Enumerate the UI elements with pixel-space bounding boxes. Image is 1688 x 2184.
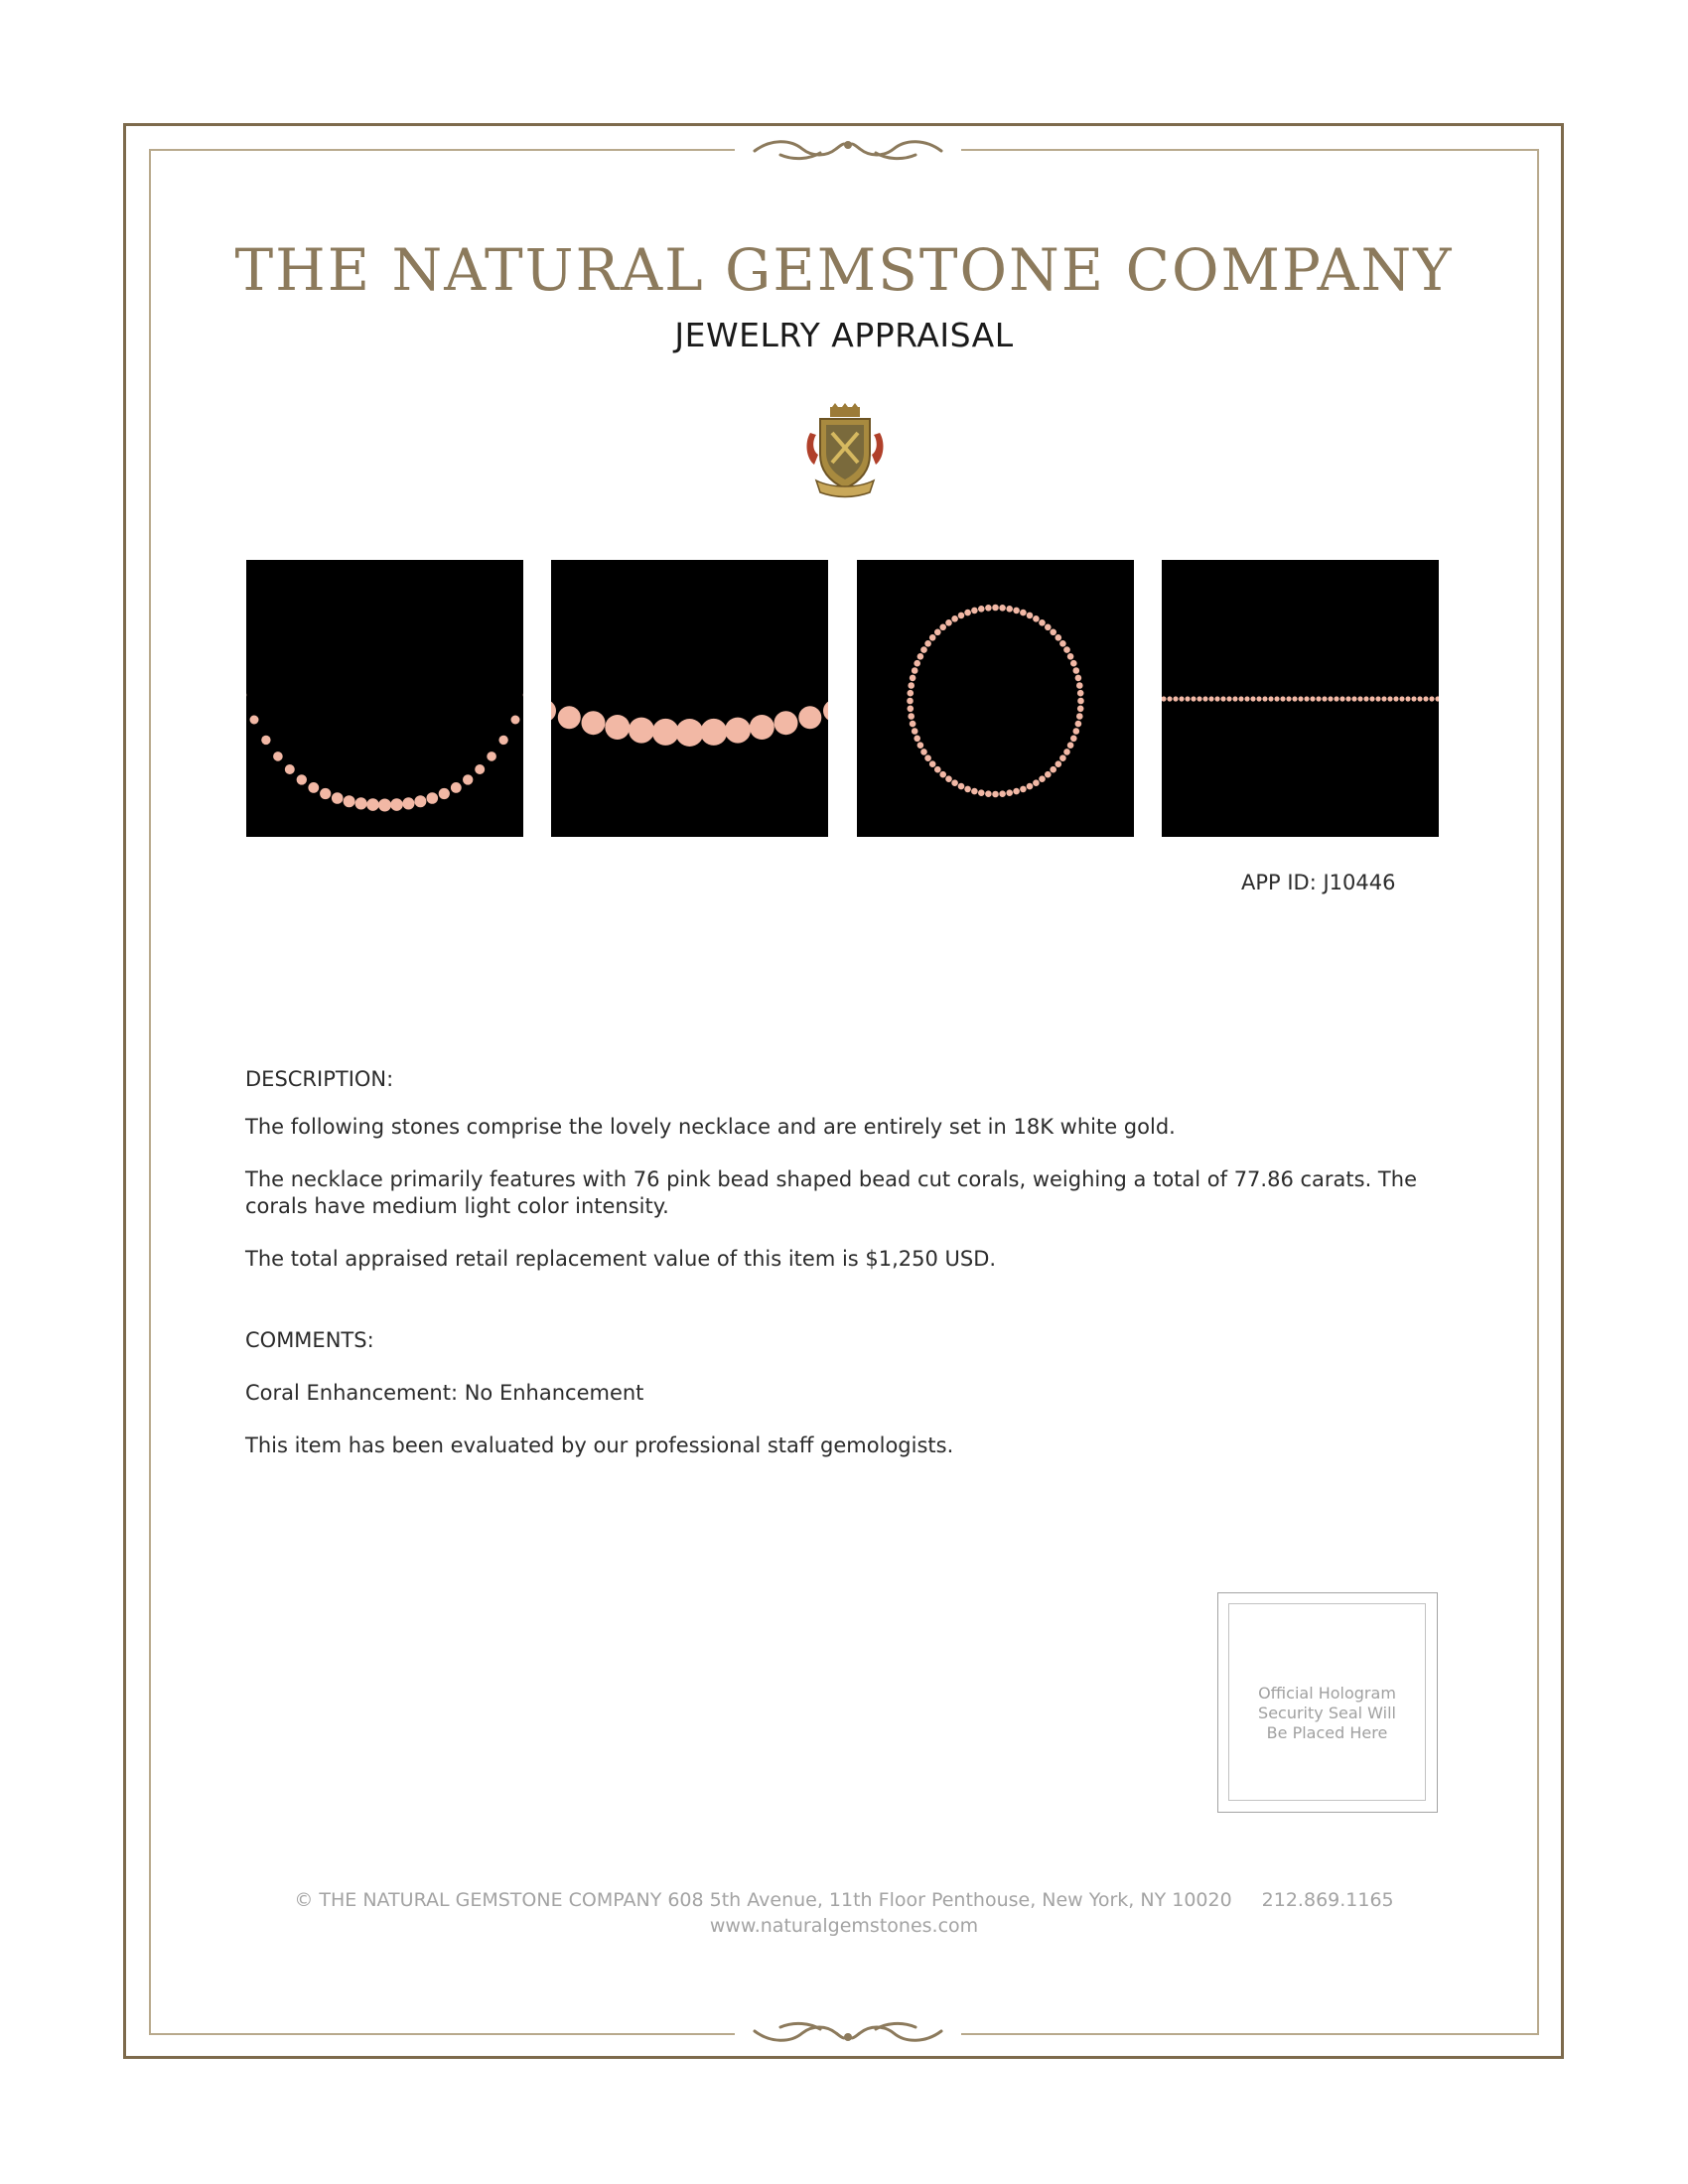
coral-bead xyxy=(1310,696,1315,701)
coral-bead xyxy=(1244,696,1249,701)
coral-bead xyxy=(652,719,679,746)
coral-bead xyxy=(971,608,978,614)
coral-bead xyxy=(920,646,927,653)
coral-bead xyxy=(945,619,952,626)
coral-bead xyxy=(1250,696,1255,701)
evaluation-comment: This item has been evaluated by our professional staff gemologists. xyxy=(245,1433,954,1457)
coral-bead xyxy=(1417,696,1422,701)
coral-bead xyxy=(1357,696,1362,701)
appraisal-id: APP ID: J10446 xyxy=(1241,871,1396,894)
coral-bead xyxy=(978,606,985,613)
coral-bead xyxy=(498,736,507,745)
coral-bead xyxy=(1316,696,1321,701)
necklace-photo-2 xyxy=(551,560,828,837)
coral-bead xyxy=(934,766,941,773)
coral-bead xyxy=(1274,696,1279,701)
necklace-photo-1 xyxy=(246,560,523,837)
coral-bead xyxy=(285,764,295,774)
seal-text-line: Official Hologram xyxy=(1258,1684,1396,1703)
coral-bead xyxy=(914,660,920,667)
coral-bead xyxy=(390,798,403,811)
coral-bead xyxy=(1020,786,1027,793)
coral-bead xyxy=(308,782,319,793)
seal-text-line: Be Placed Here xyxy=(1266,1723,1388,1742)
coral-bead xyxy=(1334,696,1338,701)
description-paragraph: The following stones comprise the lovely necklace and are entirely set in 18K white gold. xyxy=(245,1115,1176,1139)
coral-bead xyxy=(1075,675,1082,682)
coral-bead xyxy=(1262,696,1267,701)
coral-bead xyxy=(1208,696,1213,701)
coral-bead xyxy=(929,634,936,641)
coral-bead xyxy=(929,760,936,767)
coral-bead xyxy=(1226,696,1231,701)
hologram-seal-inner-border xyxy=(1228,1603,1426,1801)
coral-bead xyxy=(999,790,1006,797)
coral-bead xyxy=(1070,660,1077,667)
coral-bead xyxy=(1411,696,1416,701)
coral-bead xyxy=(1013,608,1020,614)
coral-bead xyxy=(964,610,971,616)
coral-bead xyxy=(1027,783,1034,790)
coral-bead xyxy=(1280,696,1285,701)
coral-bead xyxy=(1070,736,1077,743)
coral-bead xyxy=(1298,696,1303,701)
coral-bead xyxy=(1429,696,1434,701)
necklace-photo-4 xyxy=(1162,560,1439,837)
coral-bead xyxy=(1059,754,1066,761)
coral-bead xyxy=(1405,696,1410,701)
coral-bead xyxy=(1399,696,1404,701)
coral-bead xyxy=(999,605,1006,612)
coral-bead xyxy=(992,605,999,612)
coral-bead xyxy=(1435,696,1439,701)
coral-bead xyxy=(917,653,924,660)
coral-bead xyxy=(908,706,914,713)
coral-bead xyxy=(1167,696,1172,701)
coral-bead xyxy=(1045,771,1052,778)
coral-bead xyxy=(414,795,426,807)
coral-bead xyxy=(1033,779,1040,786)
coral-bead xyxy=(1077,698,1084,705)
hologram-seal-placeholder xyxy=(1217,1592,1438,1813)
document-type-heading: JEWELRY APPRAISAL xyxy=(674,316,1014,354)
coral-bead xyxy=(1322,696,1327,701)
coral-bead xyxy=(1075,721,1082,728)
coral-bead xyxy=(917,742,924,749)
coral-bead xyxy=(1077,706,1084,713)
hologram-seal-text xyxy=(1229,1684,1425,1743)
coral-bead xyxy=(344,795,355,807)
coral-bead xyxy=(1013,788,1020,795)
coral-bead xyxy=(1067,653,1074,660)
coral-bead xyxy=(1162,696,1167,701)
company-title: THE NATURAL GEMSTONE COMPANY xyxy=(234,236,1454,304)
coral-bead xyxy=(1050,766,1056,773)
coral-bead xyxy=(798,706,821,729)
coral-bead xyxy=(320,788,331,799)
coral-bead xyxy=(1286,696,1291,701)
coral-bead xyxy=(924,754,931,761)
coral-bead xyxy=(1020,610,1027,616)
coral-bead xyxy=(1369,696,1374,701)
coral-bead xyxy=(958,783,965,790)
coral-bead xyxy=(1033,615,1040,622)
coral-bead xyxy=(1179,696,1184,701)
coral-bead xyxy=(823,700,828,722)
coral-bead xyxy=(1214,696,1219,701)
coral-bead xyxy=(910,721,916,728)
coral-bead xyxy=(475,764,485,774)
coral-bead xyxy=(427,792,439,804)
coral-bead xyxy=(912,728,918,735)
coral-bead xyxy=(774,711,798,735)
coral-bead xyxy=(951,779,958,786)
coral-bead xyxy=(1304,696,1309,701)
coral-bead xyxy=(1027,613,1034,619)
coral-bead xyxy=(1381,696,1386,701)
seal-text-line: Security Seal Will xyxy=(1258,1704,1396,1722)
coral-bead xyxy=(1256,696,1261,701)
coral-bead xyxy=(1073,728,1080,735)
coral-bead xyxy=(1387,696,1392,701)
coral-bead xyxy=(964,786,971,793)
enhancement-comment: Coral Enhancement: No Enhancement xyxy=(245,1381,644,1405)
necklace-photo-3 xyxy=(857,560,1134,837)
coral-bead xyxy=(1238,696,1243,701)
coral-bead xyxy=(1055,760,1062,767)
appraised-value-paragraph: The total appraised retail replacement value of this item is $1,250 USD. xyxy=(245,1247,997,1271)
coral-bead xyxy=(1039,775,1046,782)
coral-bead xyxy=(1268,696,1273,701)
coral-bead xyxy=(1039,619,1046,626)
coral-bead xyxy=(1076,713,1083,720)
coral-bead xyxy=(605,715,630,740)
coral-bead xyxy=(1063,749,1070,755)
coral-bead xyxy=(366,798,379,811)
coral-bead xyxy=(914,736,920,743)
coral-bead xyxy=(463,774,473,784)
description-heading: DESCRIPTION: xyxy=(245,1067,394,1091)
coral-bead xyxy=(355,797,367,809)
coral-bead xyxy=(1173,696,1178,701)
coral-bead xyxy=(1345,696,1350,701)
coral-bead xyxy=(261,736,270,745)
ornament-flourish-top-icon xyxy=(751,135,945,163)
coral-bead xyxy=(985,605,992,612)
coral-bead xyxy=(939,624,946,631)
coral-bead xyxy=(273,751,283,761)
coral-bead xyxy=(1073,667,1080,674)
coral-bead xyxy=(1185,696,1190,701)
coral-bead xyxy=(629,718,654,744)
coral-bead xyxy=(939,771,946,778)
coral-bead xyxy=(1292,696,1297,701)
footer-address: © THE NATURAL GEMSTONE COMPANY 608 5th Avenue, 11th Floor Penthouse, New York, NY 10020 xyxy=(294,1889,1232,1911)
coral-bead xyxy=(1423,696,1428,701)
coral-bead xyxy=(992,791,999,798)
coral-bead xyxy=(1328,696,1333,701)
coral-bead xyxy=(1202,696,1207,701)
coral-bead xyxy=(250,716,259,725)
coral-bead xyxy=(511,716,520,725)
coral-bead xyxy=(332,792,344,804)
coral-bead xyxy=(1351,696,1356,701)
coral-bead xyxy=(558,706,581,729)
coral-bead xyxy=(1232,696,1237,701)
coral-bead xyxy=(439,788,450,799)
coral-bead xyxy=(934,629,941,636)
coral-bead xyxy=(1050,629,1056,636)
coral-bead xyxy=(1393,696,1398,701)
coral-bead xyxy=(1363,696,1368,701)
coral-bead xyxy=(1067,742,1074,749)
coral-bead xyxy=(1045,624,1052,631)
coral-bead xyxy=(402,797,414,809)
footer-website: www.naturalgemstones.com xyxy=(709,1915,979,1937)
coral-bead xyxy=(1339,696,1344,701)
coral-bead xyxy=(908,713,914,720)
coral-bead xyxy=(908,690,914,697)
coral-bead xyxy=(551,700,556,722)
coral-bead xyxy=(1220,696,1225,701)
coral-bead xyxy=(676,719,704,747)
coral-bead xyxy=(725,718,751,744)
coral-bead xyxy=(985,790,992,797)
coral-bead xyxy=(978,789,985,796)
coral-bead xyxy=(971,788,978,795)
coral-bead xyxy=(1006,789,1013,796)
coral-bead xyxy=(924,640,931,647)
coral-bead xyxy=(750,715,774,740)
coral-bead xyxy=(1055,634,1062,641)
coral-bead xyxy=(487,751,496,761)
coral-bead xyxy=(951,615,958,622)
coral-bead xyxy=(1076,682,1083,689)
comments-heading: COMMENTS: xyxy=(245,1328,374,1352)
coral-bead xyxy=(297,774,307,784)
coral-bead xyxy=(1006,606,1013,613)
ornament-flourish-bottom-icon xyxy=(751,2019,945,2047)
coral-bead xyxy=(910,675,916,682)
footer-address-line xyxy=(149,1889,1539,1911)
coral-bead xyxy=(700,719,727,746)
coral-bead xyxy=(1196,696,1201,701)
coral-bead xyxy=(908,682,914,689)
footer-phone: 212.869.1165 xyxy=(1261,1889,1394,1911)
coral-bead xyxy=(1191,696,1196,701)
coral-bead xyxy=(1077,690,1084,697)
coral-bead xyxy=(582,711,606,735)
coral-bead xyxy=(451,782,462,793)
coral-bead xyxy=(912,667,918,674)
coral-bead xyxy=(1375,696,1380,701)
coral-bead xyxy=(958,613,965,619)
description-paragraph: The necklace primarily features with 76 pink bead shaped bead cut corals, weighing a total of 77.86 carats. The corals have medium light color intensity. xyxy=(245,1167,1417,1218)
coral-bead xyxy=(378,799,391,812)
coral-bead xyxy=(907,698,914,705)
coral-bead xyxy=(920,749,927,755)
coral-bead xyxy=(1059,640,1066,647)
coral-bead xyxy=(1063,646,1070,653)
coral-bead xyxy=(945,775,952,782)
company-crest-icon xyxy=(802,403,888,498)
